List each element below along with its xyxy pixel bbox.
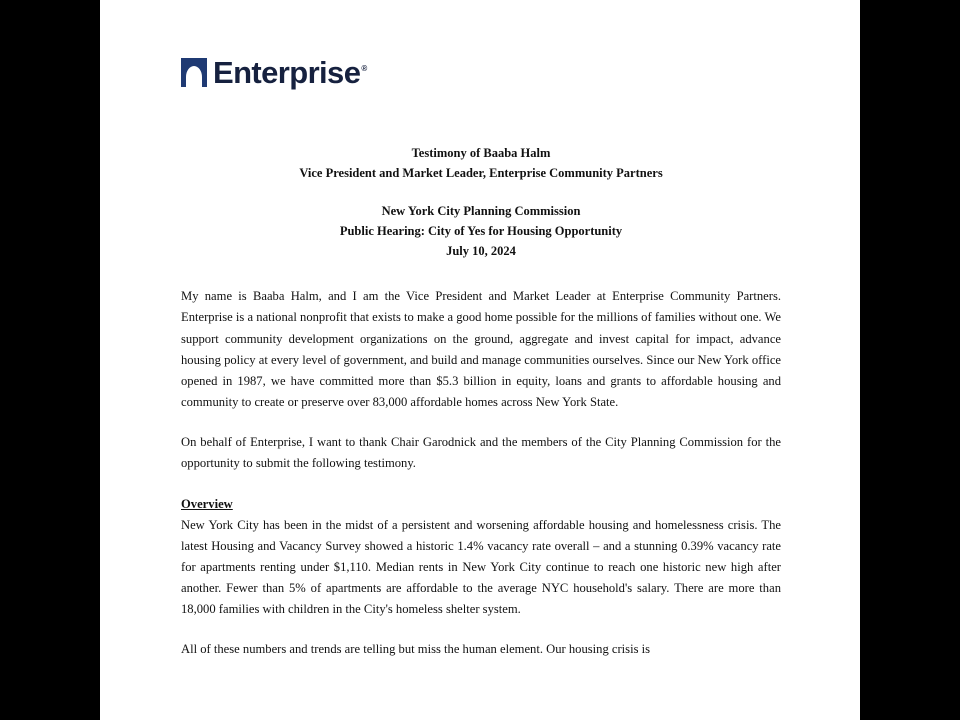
document-content [181, 143, 781, 661]
enterprise-logo [181, 52, 367, 92]
paragraph-introduction: My name is Baaba Halm, and I am the Vice President and Market Leader at Enterprise Community Partners. Enterprise is a national nonprofit that exists to make a good home possible for the millions of families without one. We support community development organizations on the ground, aggregate and invest capital for impact, advance housing policy at every level of government, and build and manage communities ourselves. Since our New York office opened in 1987, we have committed more than $5.3 billion in equity, loans and grants to affordable housing and community to create or preserve over 83,000 affordable homes across New York State. [181, 289, 781, 410]
title-to-body-gap [181, 261, 781, 286]
logo-notch [181, 58, 207, 62]
logo-wordmark [213, 54, 367, 90]
paragraph-spacer-3 [181, 620, 781, 639]
title-line-testimony-of: Testimony of Baaba Halm [411, 146, 551, 160]
enterprise-arch-logo-icon [181, 58, 207, 87]
title-block-gap [181, 184, 781, 201]
title-line-commission: New York City Planning Commission [381, 203, 581, 218]
testimony-title-block [181, 143, 781, 261]
paragraph-human-element: All of these numbers and trends are telling but miss the human element. Our housing crisis is [181, 642, 651, 657]
title-line-role: Vice President and Market Leader, Enterprise Community Partners [299, 166, 663, 181]
paragraph-overview: New York City has been in the midst of a persistent and worsening affordable housing and homelessness crisis. The latest Housing and Vacancy Survey showed a historic 1.4% vacancy rate overall – and a stunning 0.39% vacancy rate for apartments renting under $1,110. Median rents in New York City continue to reach one historic new high after another. Fewer than 5% of apartments are affordable to the average NYC household's salary. There are more than 18,000 families with children in the City's homeless shelter system. [181, 517, 781, 617]
section-heading-overview: Overview [181, 496, 233, 511]
title-line-hearing: Public Hearing: City of Yes for Housing Opportunity [339, 223, 623, 238]
logo-wordmark-text: Enterprise [213, 54, 361, 90]
paragraph-acknowledgement: On behalf of Enterprise, I want to thank Chair Garodnick and the members of the City Planning Commission for the opportunity to submit the following testimony. [181, 435, 781, 471]
paragraph-spacer-2 [181, 475, 781, 494]
logo-trademark-symbol: ® [361, 64, 367, 74]
paragraph-spacer-1 [181, 413, 781, 432]
title-line-date: July 10, 2024 [446, 244, 516, 258]
document-page [100, 0, 860, 720]
logo-arch-shape [186, 66, 202, 87]
